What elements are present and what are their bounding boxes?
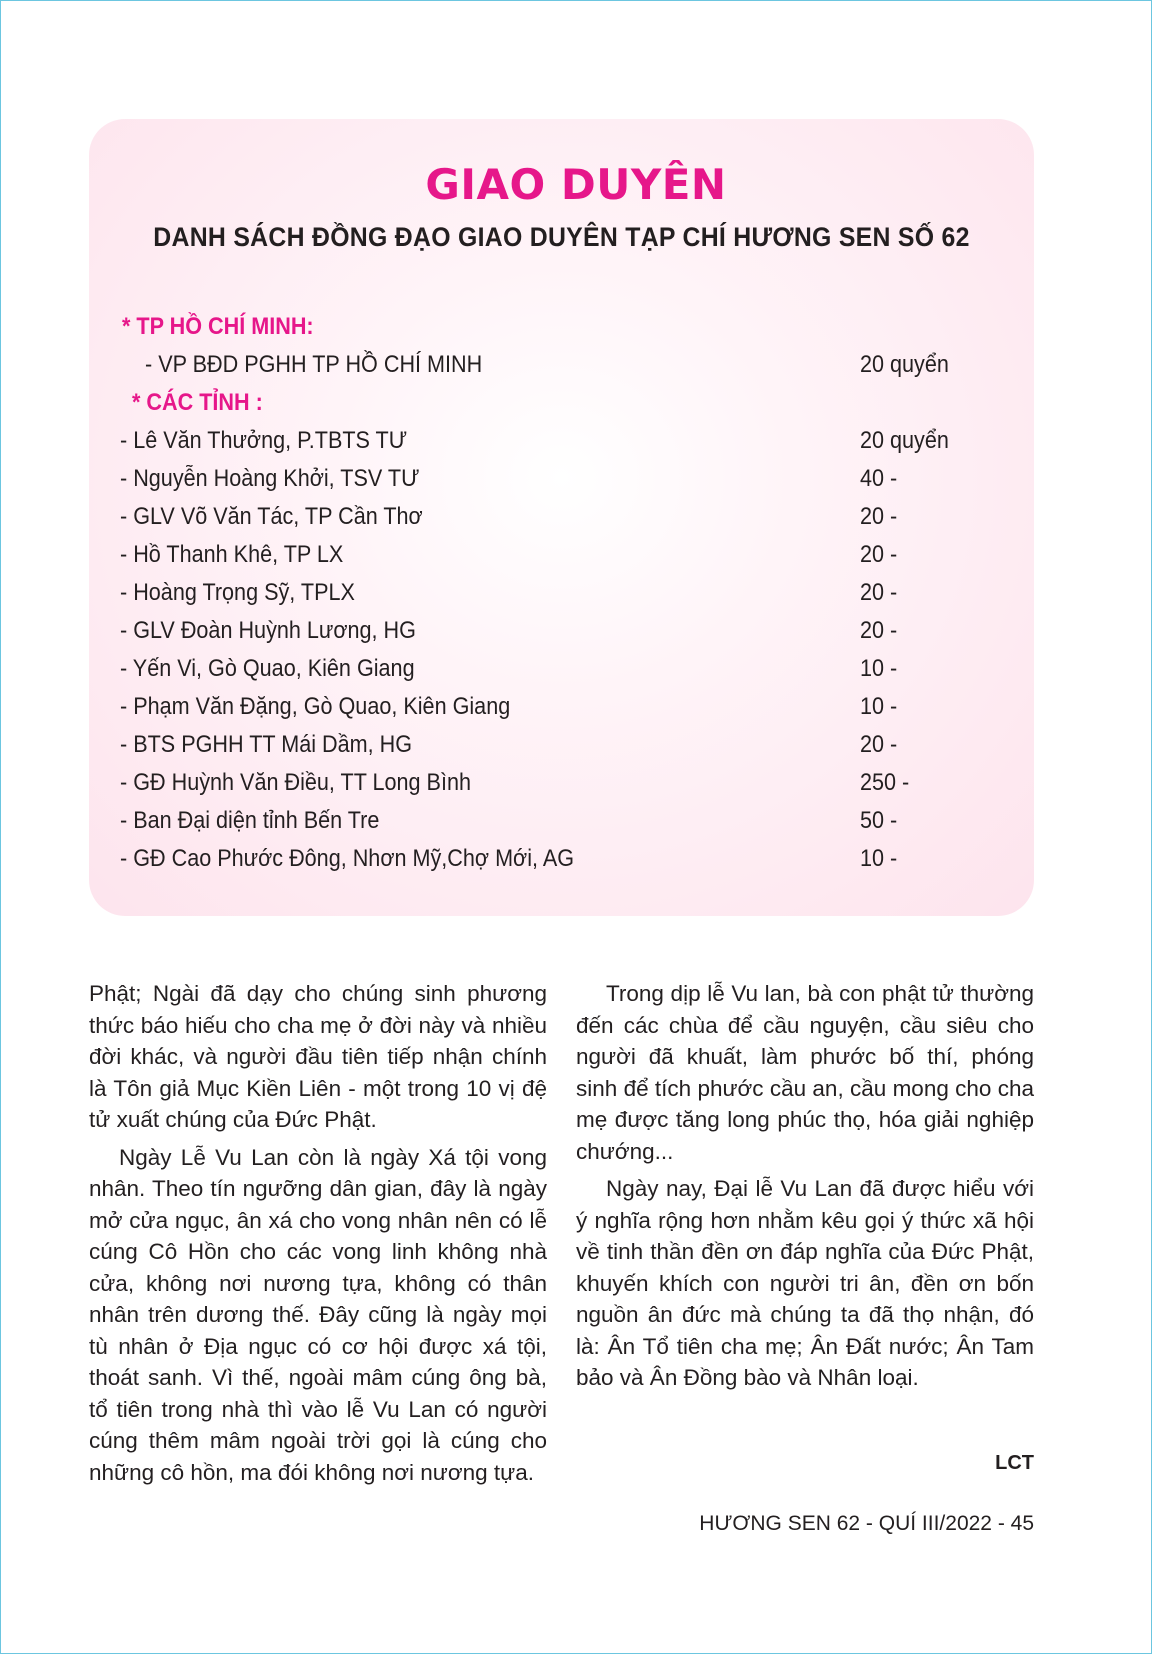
donor-name: - GĐ Cao Phước Đông, Nhơn Mỹ,Chợ Mới, AG — [120, 845, 575, 872]
donor-name: - Yến Vi, Gò Quao, Kiên Giang — [120, 655, 415, 682]
donor-name: - Lê Văn Thưởng, P.TBTS TƯ — [120, 427, 408, 454]
donor-qty: 40 - — [860, 465, 898, 492]
article-author: LCT — [995, 1452, 1034, 1474]
donor-name: - Ban Đại diện tỉnh Bến Tre — [120, 807, 380, 834]
donor-name: - Hoàng Trọng Sỹ, TPLX — [120, 579, 355, 606]
donor-qty: 20 - — [860, 503, 898, 530]
donor-qty: 20 - — [860, 617, 898, 644]
donor-qty: 10 - — [860, 693, 898, 720]
donor-qty: 10 - — [860, 655, 898, 682]
donor-name: - BTS PGHH TT Mái Dầm, HG — [120, 731, 413, 758]
donor-qty: 20 - — [860, 579, 898, 606]
page-subtitle: DANH SÁCH ĐỒNG ĐẠO GIAO DUYÊN TẠP CHÍ HƯƠNG SEN SỐ 62 — [153, 222, 970, 252]
donor-name: - Nguyễn Hoàng Khởi, TSV TƯ — [120, 465, 420, 492]
donor-qty: 10 - — [860, 845, 898, 872]
donor-qty: 50 - — [860, 807, 898, 834]
page-title: GIAO DUYÊN — [425, 160, 727, 209]
donor-name: - GĐ Huỳnh Văn Điều, TT Long Bình — [120, 769, 471, 796]
donor-name: - GLV Đoàn Huỳnh Lương, HG — [120, 617, 416, 644]
donor-name: - VP BĐD PGHH TP HỒ CHÍ MINH — [145, 351, 483, 378]
section-heading-hcm: * TP HỒ CHÍ MINH: — [122, 313, 314, 340]
donor-qty: 20 quyển — [860, 351, 949, 378]
section-heading-provinces: * CÁC TỈNH : — [132, 389, 263, 416]
article-column-right — [576, 978, 1034, 1400]
article-paragraph: Phật; Ngài đã dạy cho chúng sinh phương thức báo hiếu cho cha mẹ ở đời này và nhiều đời khác, và người đầu tiên tiếp nhận chính là Tôn giả Mục Kiền Liên - một trong 10 vị đệ tử xuất chúng của Đức Phật. — [89, 981, 547, 1132]
donor-qty: 20 - — [860, 541, 898, 568]
donor-name: - GLV Võ Văn Tác, TP Cần Thơ — [120, 503, 423, 530]
article-paragraph: Trong dịp lễ Vu lan, bà con phật tử thường đến các chùa để cầu nguyện, cầu siêu cho người đã khuất, làm phước bố thí, phóng sinh để tích phước cầu an, cầu mong cho cha mẹ được tăng long phúc thọ, hóa giải nghiệp chướng... — [576, 981, 1034, 1164]
article-column-left — [89, 978, 547, 1494]
donor-name: - Phạm Văn Đặng, Gò Quao, Kiên Giang — [120, 693, 511, 720]
donor-name: - Hồ Thanh Khê, TP LX — [120, 541, 344, 568]
article-paragraph: Ngày nay, Đại lễ Vu Lan đã được hiểu với ý nghĩa rộng hơn nhằm kêu gọi ý thức xã hội về tinh thần đền ơn đáp nghĩa của Đức Phật, khuyến khích con người tri ân, đền ơn bốn nguồn ân đức mà chúng ta đã thọ nhận, đó là: Ân Tổ tiên cha mẹ; Ân Đất nước; Ân Tam bảo và Ân Đồng bào và Nhân loại. — [576, 1176, 1034, 1390]
donor-qty: 20 quyển — [860, 427, 949, 454]
donor-qty: 250 - — [860, 769, 910, 796]
donor-qty: 20 - — [860, 731, 898, 758]
article-paragraph: Ngày Lễ Vu Lan còn là ngày Xá tội vong nhân. Theo tín ngưỡng dân gian, đây là ngày mở cửa ngục, ân xá cho vong nhân nên có lễ cúng Cô Hồn cho các vong linh không nhà cửa, không nơi nương tựa, không có thân nhân trên dương thế. Đây cũng là ngày mọi tù nhân ở Địa ngục có cơ hội được xá tội, thoát sanh. Vì thế, ngoài mâm cúng ông bà, tổ tiên trong nhà thì vào lễ Vu Lan có người cúng thêm mâm ngoài trời gọi là cúng cho những cô hồn, ma đói không nơi nương tựa. — [89, 1144, 547, 1485]
page-footer: HƯƠNG SEN 62 - QUÍ III/2022 - 45 — [699, 1512, 1034, 1535]
